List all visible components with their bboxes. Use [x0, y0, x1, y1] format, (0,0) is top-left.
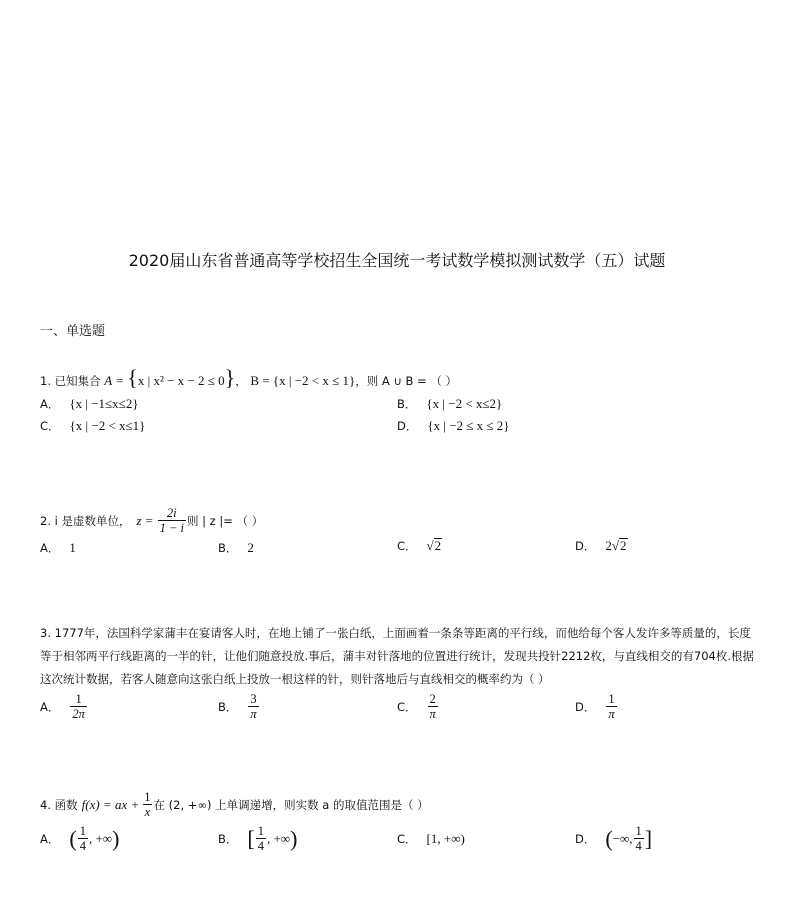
q2-option-d[interactable]: D． 2 √ 2 [575, 538, 627, 553]
document-title: 2020届山东省普通高等学校招生全国统一考试数学模拟测试数学（五）试题 [128, 251, 666, 270]
q3-option-d[interactable]: D． $\frac{1}{\pi}$ [575, 692, 615, 721]
q4-fraction: $\frac{1}{x}$ [144, 790, 151, 819]
q1-option-a[interactable]: A． {x | −1≤x≤2} [40, 396, 139, 411]
q1-option-b[interactable]: B． {x | −2 < x≤2} [397, 396, 503, 411]
q4-option-d[interactable]: D． ( −∞, $\frac{1}{4}$ ] [575, 824, 653, 853]
q3-option-a[interactable]: A． $\frac{1}{2\pi}$ [40, 692, 85, 721]
q4-prefix: 4. 函数 [40, 797, 78, 812]
q1-set-a: A = {x | x² − x − 2 ≤ 0} [104, 365, 236, 390]
question-4-stem [40, 790, 429, 819]
q1-suffix: ，则 A ∪ B = （ ） [355, 374, 458, 388]
q1-sep: ， [235, 374, 247, 388]
q2-suffix: 则 | z |= （ ） [187, 513, 264, 528]
q4-suffix: 在 (2, +∞) 上单调递增，则实数 a 的取值范围是（ ） [153, 797, 429, 812]
q2-fraction: $\frac{2i}{1 - i}$ [159, 506, 184, 535]
q1-set-b: B = {x | −2 < x ≤ 1} [250, 373, 356, 388]
q1-option-c[interactable]: C． {x | −2 < x≤1} [40, 418, 146, 433]
q2-option-b[interactable]: B． 2 [218, 540, 254, 555]
q3-option-c[interactable]: C． $\frac{2}{\pi}$ [397, 692, 436, 721]
q2-prefix: 2. i 是虚数单位， [40, 513, 131, 528]
question-1-stem [40, 365, 458, 392]
q4-option-b[interactable]: B． [ $\frac{1}{4}$ , +∞ ) [218, 824, 298, 853]
question-3-stem: 3. 1777年，法国科学家蒲丰在宴请客人时，在地上铺了一张白纸，上面画着一条条等距离的平行线，而他给每个客人发许多等质量的，长度等于相邻两平行线距离的一半的针，让他们随意投放.事后，蒲丰对针落地的位置进行统计，发现共投针2212枚，与直线相交的有704枚.根据这次统计数据，若客人随意向这张白纸上投放一根这样的针，则针落地后与直线相交的概率约为（ ） [40, 626, 755, 686]
section-heading: 一、单选题 [40, 324, 106, 339]
q4-function: f(x) = ax + [81, 796, 140, 812]
q2-option-c[interactable]: C． √ 2 [397, 538, 442, 553]
q2-option-a[interactable]: A． 1 [40, 540, 76, 555]
q1-option-d[interactable]: D． {x | −2 ≤ x ≤ 2} [397, 418, 510, 433]
q1-prefix: 1. 已知集合 [40, 374, 101, 388]
q4-option-c[interactable]: C． [1, +∞) [397, 831, 465, 846]
q4-option-a[interactable]: A． ( $\frac{1}{4}$ , +∞ ) [40, 824, 120, 853]
q3-option-b[interactable]: B． $\frac{3}{\pi}$ [218, 692, 257, 721]
q2-z-eq: z = [136, 512, 154, 528]
sqrt-symbol: √ 2 [611, 538, 627, 553]
question-2-stem [40, 506, 263, 535]
sqrt-symbol: √ 2 [426, 538, 442, 553]
